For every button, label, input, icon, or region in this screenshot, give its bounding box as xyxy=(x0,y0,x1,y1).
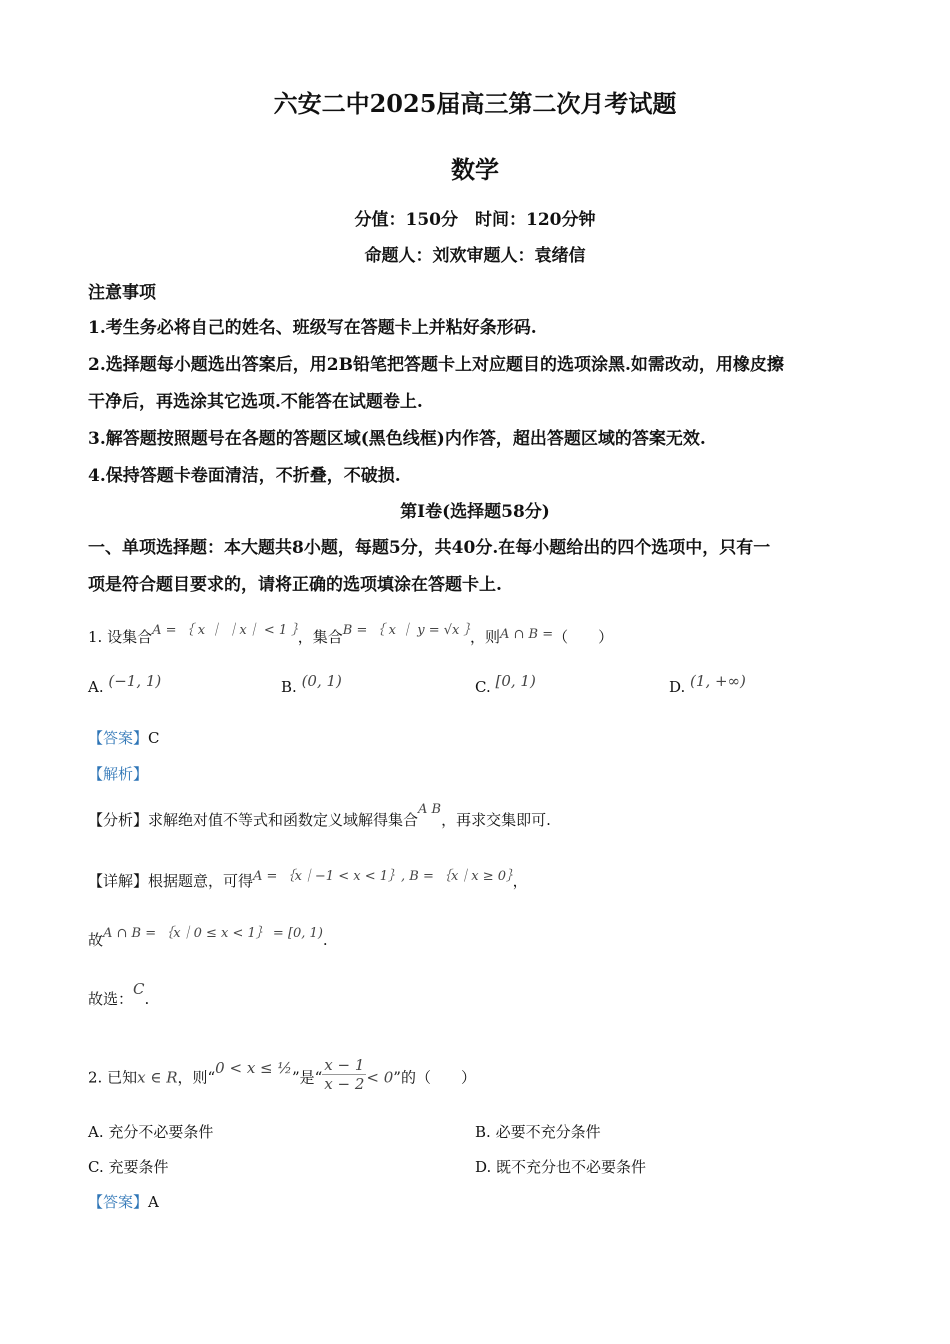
option-label: D. xyxy=(475,1158,492,1176)
q1-conclusion xyxy=(88,926,328,950)
q1-stem: （ ） xyxy=(553,628,614,646)
q1-stem: ，则 xyxy=(469,628,500,646)
fenxi-text: ，再求交集即可. xyxy=(441,811,551,829)
option-text: 既不充分也不必要条件 xyxy=(496,1158,647,1176)
option-label: C. xyxy=(88,1158,104,1176)
note-item: 1.考生务必将自己的姓名、班级写在答题卡上并粘好条形码. xyxy=(88,318,537,338)
q2-answer xyxy=(88,1191,159,1212)
option-formula: (0, 1) xyxy=(301,672,342,690)
q2-option-c xyxy=(88,1156,169,1177)
note-item: 3.解答题按照题号在各题的答题区域(黑色线框)内作答，超出答题区域的答案无效. xyxy=(88,429,706,449)
q1-option-d xyxy=(669,672,746,696)
fenxi-formula: A B xyxy=(418,802,442,817)
q1-intersection-formula: A ∩ B = xyxy=(500,627,554,642)
option-text: 充要条件 xyxy=(108,1158,169,1176)
q1-option-a xyxy=(88,672,162,696)
question-1 xyxy=(88,623,614,647)
option-text: 充分不必要条件 xyxy=(108,1123,214,1141)
q1-option-b xyxy=(281,672,342,696)
fraction-numerator: x − 1 xyxy=(324,1056,365,1074)
option-label: C. xyxy=(475,678,491,696)
score-time: 分值：150分 时间：120分钟 xyxy=(354,210,596,230)
q1-choice xyxy=(88,980,150,1009)
q2-option-b xyxy=(475,1121,601,1142)
q2-stem: 2. 已知 xyxy=(88,1068,138,1087)
q2-stem: ”的（ ） xyxy=(393,1068,476,1087)
q2-condition-formula: 0 < x ≤ ½ xyxy=(215,1058,292,1077)
fraction-denominator: x − 2 xyxy=(324,1075,365,1093)
q2-fraction xyxy=(322,1056,366,1093)
q1-set-a-formula: A = ｛ x ｜ ｜x｜ < 1 ｝ xyxy=(152,623,298,638)
detail-tag: 【详解】 xyxy=(88,872,149,890)
option-label: A. xyxy=(88,1123,104,1141)
q2-stem: ，则“ xyxy=(177,1068,216,1087)
q2-inequality: < 0 xyxy=(366,1068,394,1087)
q1-stem: ，集合 xyxy=(297,628,343,646)
q2-stem: ”是“ xyxy=(291,1068,323,1087)
option-label: A. xyxy=(88,678,104,696)
option-label: B. xyxy=(475,1123,491,1141)
detail-text: ， xyxy=(512,872,528,890)
answer-value: A xyxy=(148,1193,159,1211)
q2-option-a xyxy=(88,1121,213,1142)
exam-title: 六安二中2025届高三第二次月考试题 xyxy=(273,89,677,118)
answer-tag: 【答案】 xyxy=(88,1193,149,1211)
authors: 命题人：刘欢审题人：袁绪信 xyxy=(364,246,586,266)
conclusion-text: . xyxy=(322,931,328,949)
fenxi-text: 求解绝对值不等式和函数定义域解得集合 xyxy=(148,811,419,829)
answer-tag: 【答案】 xyxy=(88,729,149,747)
q1-stem: 1. 设集合 xyxy=(88,628,153,646)
option-formula: (−1, 1) xyxy=(108,672,162,690)
note-item: 4.保持答题卡卷面清洁，不折叠，不破损. xyxy=(88,466,401,486)
note-item: 干净后，再选涂其它选项.不能答在试题卷上. xyxy=(88,392,423,412)
q2-domain-formula: x ∈ R xyxy=(137,1068,178,1087)
option-formula: (1, +∞) xyxy=(690,672,746,690)
detail-formula: A = ｛x｜−1 < x < 1｝, B = ｛x｜x ≥ 0｝ xyxy=(253,869,513,884)
subject-title: 数学 xyxy=(451,155,499,184)
fenxi-tag: 【分析】 xyxy=(88,811,149,829)
part-title: 第Ⅰ卷(选择题58分) xyxy=(400,502,550,522)
q1-set-b-formula: B = ｛ x ｜ y = √x ｝ xyxy=(342,623,470,638)
conclusion-formula: A ∩ B = ｛x｜0 ≤ x < 1｝ = [0, 1) xyxy=(103,926,323,941)
option-text: 必要不充分条件 xyxy=(495,1123,601,1141)
option-label: B. xyxy=(281,678,297,696)
option-label: D. xyxy=(669,678,686,696)
detail-text: 根据题意，可得 xyxy=(148,872,254,890)
q1-option-c xyxy=(475,672,536,696)
q1-fenxi xyxy=(88,802,551,830)
note-item: 2.选择题每小题选出答案后，用2B铅笔把答题卡上对应题目的选项涂黑.如需改动，用橡皮擦 xyxy=(88,355,784,375)
q1-answer xyxy=(88,727,160,748)
q1-detail xyxy=(88,870,528,891)
section-heading-cont: 项是符合题目要求的，请将正确的选项填涂在答题卡上. xyxy=(88,575,502,595)
question-2 xyxy=(88,1056,476,1097)
conclusion-text: 故 xyxy=(88,931,104,949)
answer-value: C xyxy=(148,729,160,747)
choice-formula: C xyxy=(133,980,145,998)
choice-text: 故选： xyxy=(88,990,134,1008)
choice-text: . xyxy=(144,990,150,1008)
section-heading: 一、单项选择题：本大题共8小题，每题5分，共40分.在每小题给出的四个选项中，只有一 xyxy=(88,538,771,558)
analysis-tag: 【解析】 xyxy=(88,765,149,783)
option-formula: [0, 1) xyxy=(495,672,536,690)
q2-option-d xyxy=(475,1156,646,1177)
notes-heading: 注意事项 xyxy=(88,283,156,303)
